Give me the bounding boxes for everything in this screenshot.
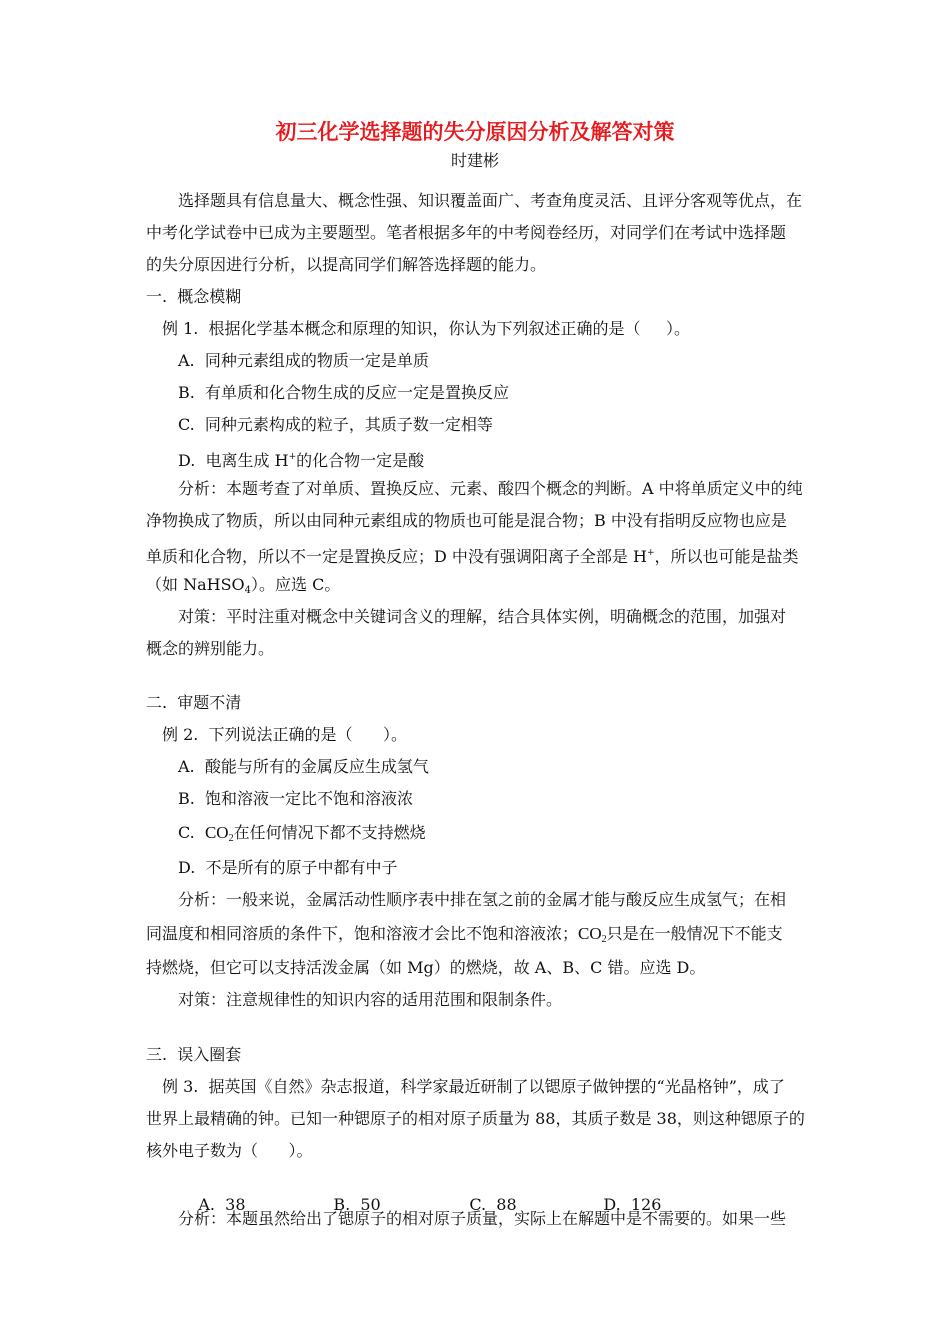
- analysis-line: 分析：一般来说，金属活动性顺序表中排在氢之前的金属才能与酸反应生成氢气；在相: [178, 890, 787, 909]
- section-heading: 一. 概念模糊: [146, 287, 242, 306]
- option-b: B. 饱和溶液一定比不饱和溶液浓: [178, 789, 414, 808]
- option-c: C. 88: [469, 1195, 517, 1214]
- analysis-line: 持燃烧，但它可以支持活泼金属（如 Mg）的燃烧，故 A、B、C 错。应选 D。: [146, 958, 706, 977]
- strategy-line: 概念的辨别能力。: [146, 639, 275, 658]
- option-c: C. $CO_2$在任何情况下都不支持燃烧: [178, 823, 426, 844]
- example-question: 例 2. 下列说法正确的是（ ）。: [162, 725, 408, 744]
- section-heading: 二. 审题不清: [146, 693, 242, 712]
- author-name: 时建彬: [450, 151, 499, 170]
- option-b: B. 50: [333, 1195, 381, 1214]
- option-b: B. 有单质和化合物生成的反应一定是置换反应: [178, 383, 510, 402]
- option-d: D. 126: [603, 1195, 662, 1214]
- strategy-line: 对策：注意规律性的知识内容的适用范围和限制条件。: [178, 990, 563, 1009]
- analysis-line: 同温度和相同溶质的条件下，饱和溶液才会比不饱和溶液浓；$CO_2$只是在一般情况下不能支: [146, 924, 783, 945]
- option-d: D. 电离生成 H+的化合物一定是酸: [178, 451, 425, 470]
- intro-line: 的失分原因进行分析，以提高同学们解答选择题的能力。: [146, 255, 547, 274]
- example-question: 核外电子数为（ ）。: [146, 1141, 313, 1160]
- option-a: A. 同种元素组成的物质一定是单质: [178, 351, 429, 370]
- example-question: 世界上最精确的钟。已知一种锶原子的相对原子质量为 88，其质子数是 38，则这种锶原子的: [146, 1109, 805, 1128]
- co2-formula: $CO_2$: [204, 823, 234, 844]
- intro-line: 中考化学试卷中已成为主要题型。笔者根据多年的中考阅卷经历，对同学们在考试中选择题: [146, 223, 787, 242]
- co2-formula: $CO_2$: [578, 924, 607, 945]
- analysis-line: 分析：本题考查了对单质、置换反应、元素、酸四个概念的判断。A 中将单质定义中的纯: [178, 479, 803, 498]
- analysis-line: 分析：本题虽然给出了锶原子的相对原子质量，实际上在解题中是不需要的。如果一些: [178, 1209, 787, 1228]
- option-a: A. 38: [198, 1195, 246, 1214]
- section-heading: 三. 误入圈套: [146, 1045, 242, 1064]
- example-question: 例 3. 据英国《自然》杂志报道，科学家最近研制了以锶原子做钟摆的“光晶格钟”，成了: [162, 1077, 785, 1096]
- strategy-line: 对策：平时注重对概念中关键词含义的理解，结合具体实例，明确概念的范围，加强对: [178, 607, 787, 626]
- intro-line: 选择题具有信息量大、概念性强、知识覆盖面广、考查角度灵活、且评分客观等优点，在: [178, 191, 803, 210]
- document-title: 初三化学选择题的失分原因分析及解答对策: [275, 119, 675, 144]
- option-d: D. 不是所有的原子中都有中子: [178, 858, 398, 877]
- option-c: C. 同种元素构成的粒子，其质子数一定相等: [178, 415, 493, 434]
- analysis-line: （如 NaHSO$_4$）。应选 C。: [146, 575, 341, 596]
- example-question: 例 1. 根据化学基本概念和原理的知识，你认为下列叙述正确的是（ ）。: [162, 319, 690, 338]
- option-a: A. 酸能与所有的金属反应生成氢气: [178, 757, 429, 776]
- analysis-line: 单质和化合物，所以不一定是置换反应；D 中没有强调阳离子全部是 H+，所以也可能是盐类: [146, 547, 799, 566]
- analysis-line: 净物换成了物质，所以由同种元素组成的物质也可能是混合物；B 中没有指明反应物也应是: [146, 511, 787, 530]
